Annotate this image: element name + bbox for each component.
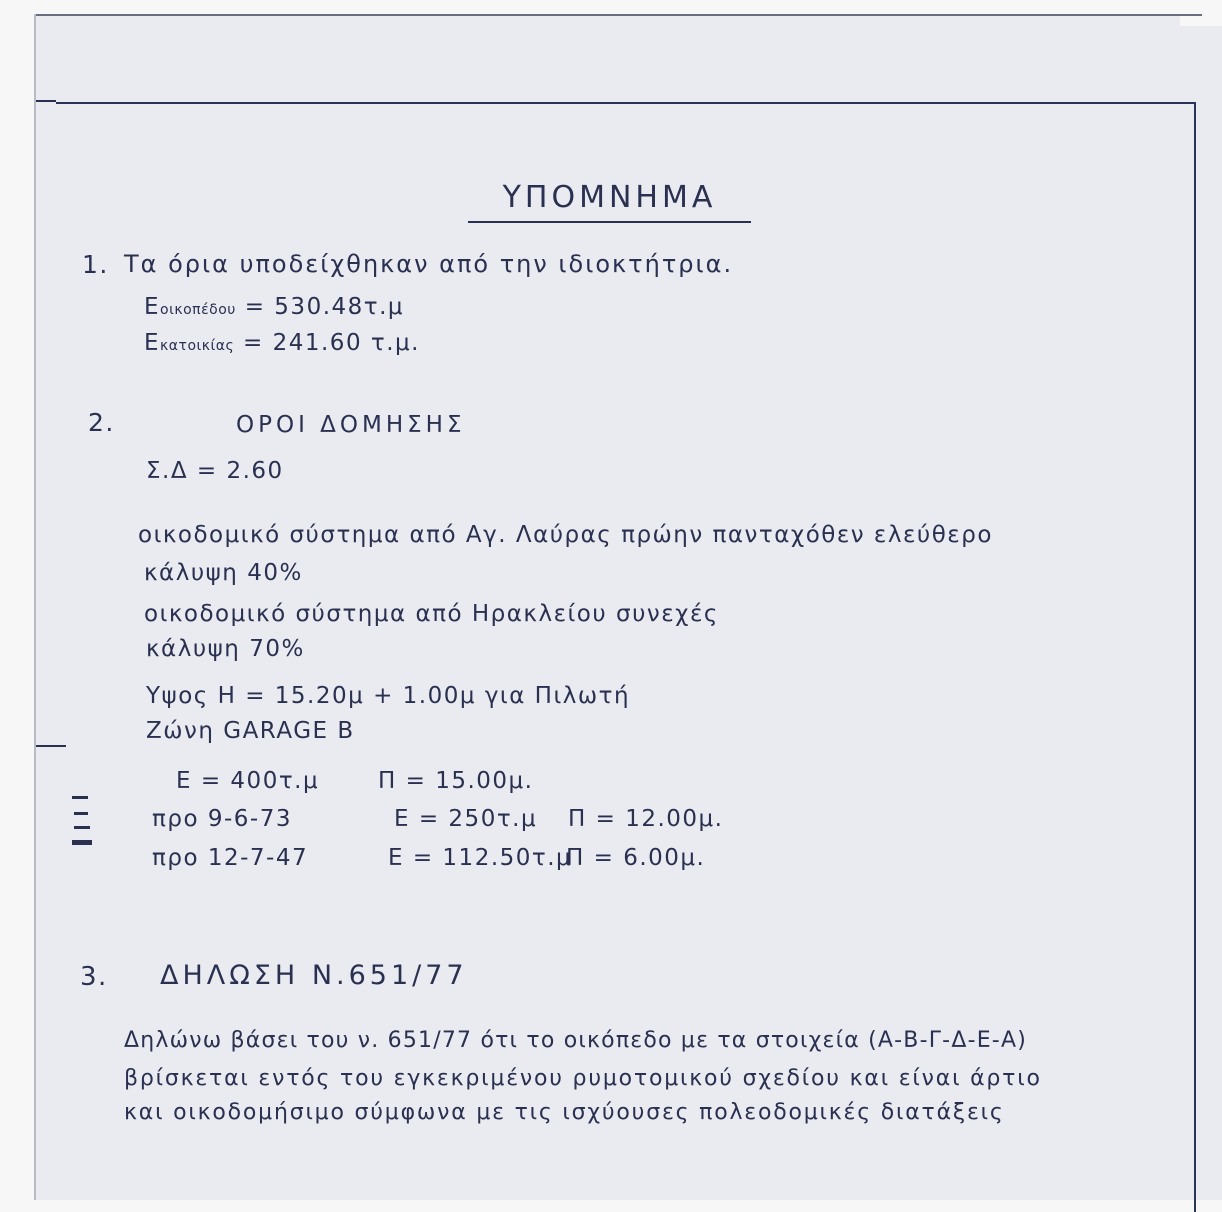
section1-number: 1. — [82, 250, 109, 279]
zone-row-e: Ε = 112.50τ.μ — [388, 845, 573, 871]
residence-area-value: = 241.60 τ.μ. — [243, 330, 420, 356]
declaration-heading: ΔΗΛΩΣΗ Ν.651/77 — [160, 960, 468, 991]
plot-area-symbol: Ε — [144, 294, 161, 320]
zone-row-e: Ε = 400τ.μ — [176, 768, 320, 794]
zone-row-p: Π = 6.00μ. — [566, 845, 706, 871]
garage-zone: Ζώνη GARAGE B — [146, 718, 355, 744]
declaration-line: βρίσκεται εντός του εγκεκριμένου ρυμοτομικού σχεδίου και είναι άρτιο — [124, 1066, 1042, 1091]
plot-area-value: = 530.48τ.μ — [244, 294, 405, 320]
paper-corner — [1180, 0, 1222, 26]
sheet-left-edge — [34, 14, 36, 1200]
residence-area-line — [144, 330, 420, 356]
margin-dash — [74, 826, 90, 829]
height-limit: Υψος Η = 15.20μ + 1.00μ για Πιλωτή — [146, 683, 631, 709]
building-coefficient: Σ.Δ = 2.60 — [146, 458, 284, 484]
zone-row-label: προ 9-6-73 — [152, 806, 292, 832]
margin-tick — [36, 100, 56, 102]
sheet-top-edge — [34, 14, 1202, 16]
coverage-1: κάλυψη 40% — [144, 560, 303, 586]
margin-tick — [36, 745, 66, 747]
building-terms-heading: ΟΡΟΙ ΔΟΜΗΣΗΣ — [236, 412, 466, 438]
zone-row-p: Π = 15.00μ. — [378, 768, 534, 794]
residence-area-symbol: Ε — [144, 330, 161, 356]
zone-row-p: Π = 12.00μ. — [568, 806, 724, 832]
zone-row-e: Ε = 250τ.μ — [394, 806, 538, 832]
building-system-1: οικοδομικό σύστημα από Αγ. Λαύρας πρώην πανταχόθεν ελεύθερο — [138, 522, 993, 548]
margin-dash — [72, 840, 92, 845]
section3-number: 3. — [80, 962, 108, 992]
building-system-2: οικοδομικό σύστημα από Ηρακλείου συνεχές — [144, 601, 719, 627]
plot-area-subscript: οικοπέδου — [160, 302, 236, 318]
plot-area-line — [144, 294, 404, 320]
page-title: ΥΠΟΜΝΗΜΑ — [468, 180, 751, 223]
zone-row-label: προ 12-7-47 — [152, 845, 309, 871]
declaration-line: και οικοδομήσιμο σύμφωνα με τις ισχύουσες πολεοδομικές διατάξεις — [124, 1100, 1005, 1125]
margin-dash — [72, 796, 88, 799]
section2-number: 2. — [88, 408, 115, 437]
coverage-2: κάλυψη 70% — [146, 636, 305, 662]
residence-area-subscript: κατοικίας — [160, 338, 235, 354]
section1-text: Τα όρια υποδείχθηκαν από την ιδιοκτήτρια. — [124, 250, 734, 278]
margin-dash — [74, 812, 88, 815]
declaration-line: Δηλώνω βάσει του ν. 651/77 ότι το οικόπεδο με τα στοιχεία (Α-Β-Γ-Δ-Ε-Α) — [124, 1028, 1027, 1053]
